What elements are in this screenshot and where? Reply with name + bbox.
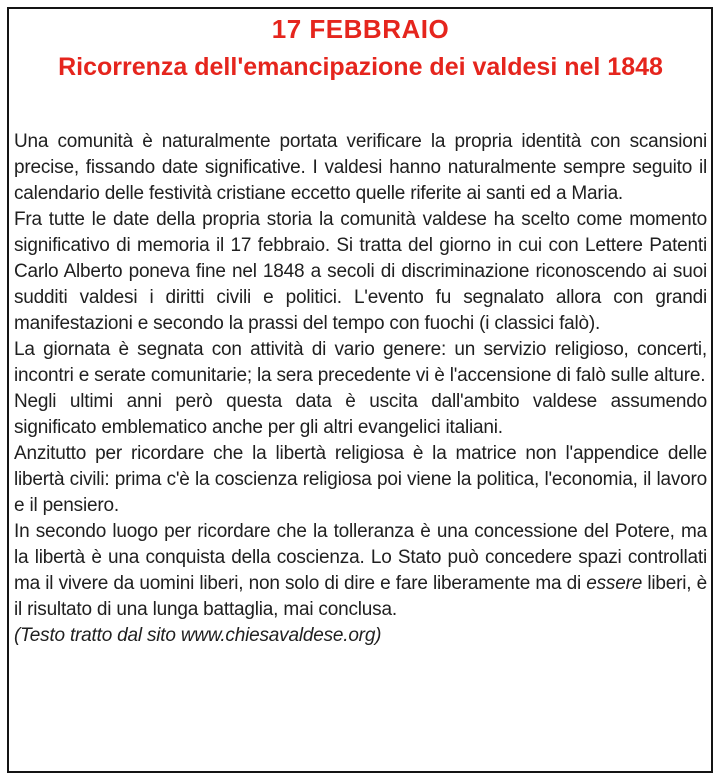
page-subtitle: Ricorrenza dell'emancipazione dei valdesi nel 1848	[58, 52, 663, 81]
document-frame	[7, 7, 713, 773]
body-text	[14, 129, 707, 649]
paragraph-segment-italic: (Testo tratto dal sito www.chiesavaldese.org)	[14, 624, 382, 646]
paragraph	[14, 337, 707, 389]
paragraph	[14, 441, 707, 519]
paragraph	[14, 389, 707, 441]
paragraph-segment: liberi, è il risultato di una lunga battaglia, mai conclusa.	[14, 572, 708, 620]
paragraph	[14, 623, 707, 649]
paragraph	[14, 129, 707, 207]
paragraph-segment: In secondo luogo per ricordare che la tolleranza è una concessione del Potere, ma la libertà è una conquista della coscienza. Lo Stato può concedere spazi controllati ma il vivere da uomini liberi, non solo di dire e fare liberamente ma di	[14, 520, 707, 594]
paragraph-segment: Negli ultimi anni però questa data è uscita dall'ambito valdese assumendo significato emblematico anche per gli altri evangelici italiani.	[14, 390, 707, 438]
page-title: 17 FEBBRAIO	[271, 14, 450, 44]
paragraph-segment: Anzitutto per ricordare che la libertà religiosa è la matrice non l'appendice delle libertà civili: prima c'è la coscienza religiosa poi viene la politica, l'economia, il lavoro e il pensiero.	[14, 442, 707, 516]
paragraph-segment: Fra tutte le date della propria storia la comunità valdese ha scelto come momento significativo di memoria il 17 febbraio. Si tratta del giorno in cui con Lettere Patenti Carlo Alberto poneva fine nel 1848 a secoli di discriminazione riconoscendo ai suoi sudditi valdesi i diritti civili e politici. L'evento fu segnalato allora con grandi manifestazioni e secondo la prassi del tempo con fuochi (i classici falò).	[14, 208, 707, 334]
paragraph	[14, 207, 707, 337]
paragraph	[14, 519, 707, 623]
paragraph-segment: Una comunità è naturalmente portata verificare la propria identità con scansioni precise, fissando date significative. I valdesi hanno naturalmente sempre seguito il calendario delle festività cristiane eccetto quelle riferite ai santi ed a Maria.	[14, 130, 707, 204]
paragraph-segment-italic: essere	[586, 572, 643, 594]
paragraph-segment: La giornata è segnata con attività di vario genere: un servizio religioso, concerti, incontri e serate comunitarie; la sera precedente vi è l'accensione di falò sulle alture.	[14, 338, 707, 386]
